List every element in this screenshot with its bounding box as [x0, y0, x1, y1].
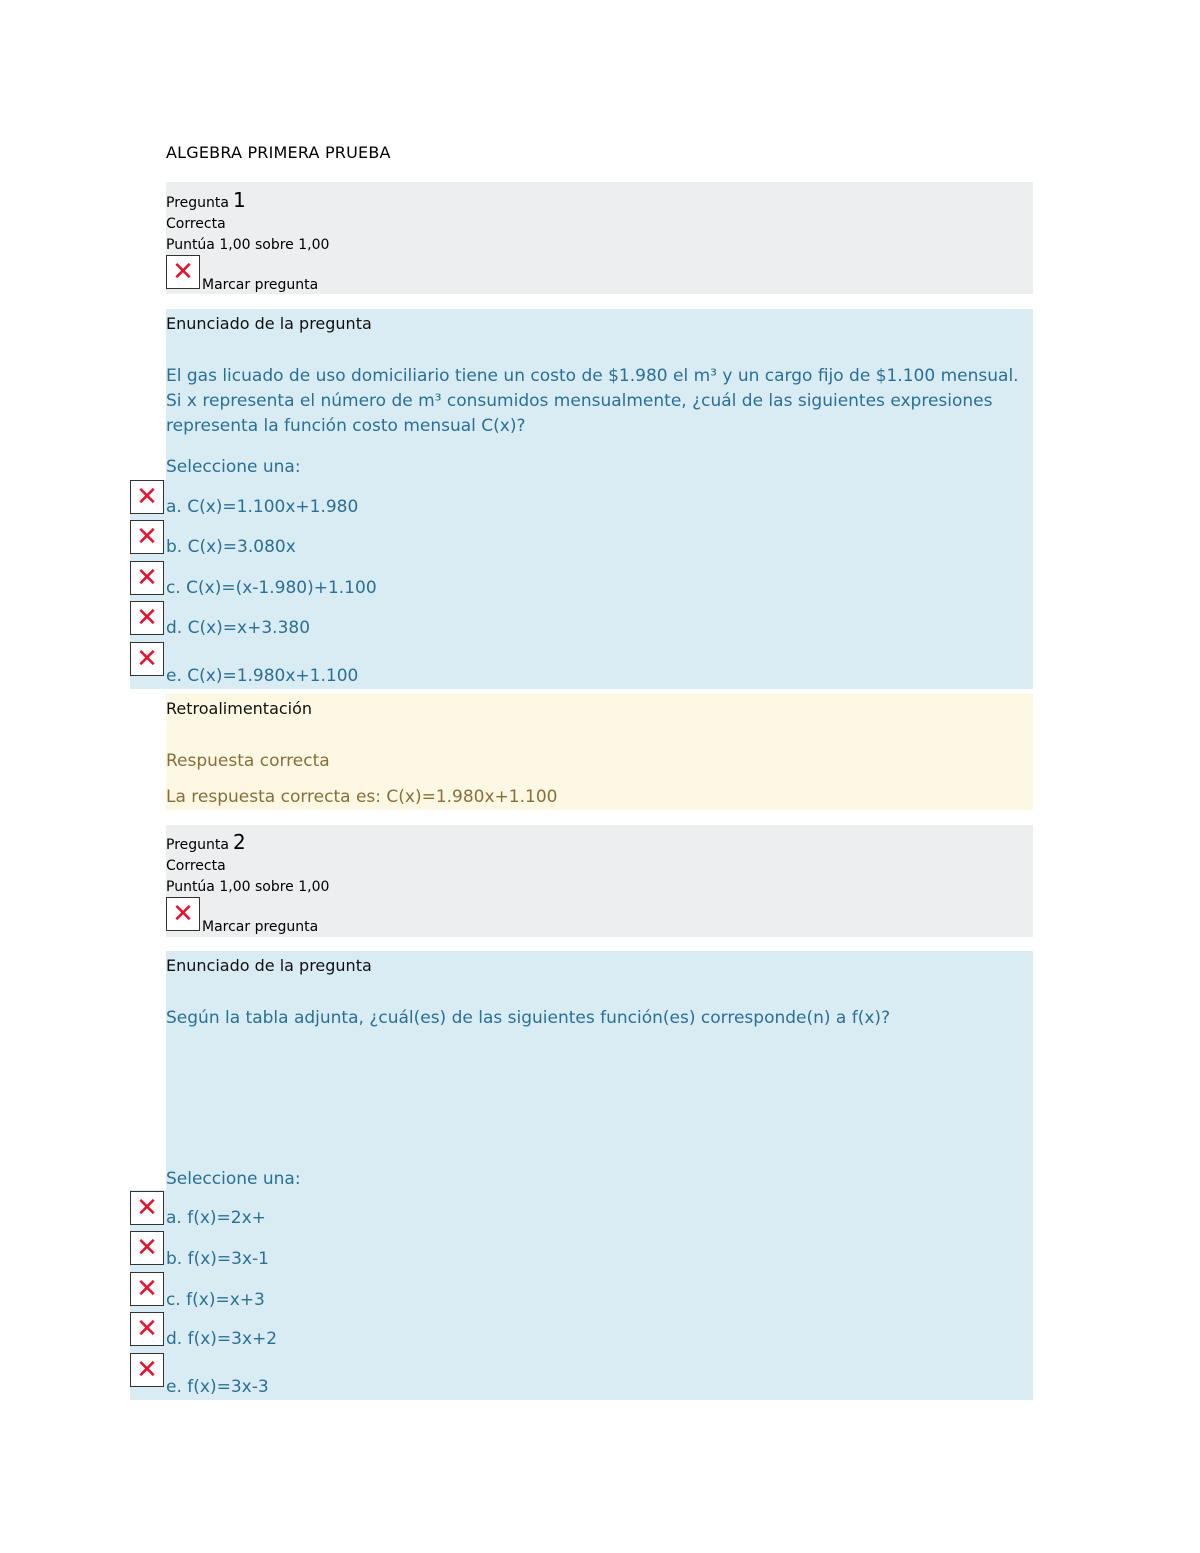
- option-d-radio[interactable]: [130, 1312, 164, 1346]
- option-e-label[interactable]: e. f(x)=3x-3: [166, 1377, 269, 1397]
- red-x-icon: ✕: [136, 1193, 158, 1223]
- flag-question-icon[interactable]: [166, 255, 200, 289]
- red-x-icon: ✕: [136, 563, 158, 593]
- red-x-icon: ✕: [136, 603, 158, 633]
- feedback-result: Respuesta correcta: [166, 751, 330, 771]
- question-status: Correcta: [166, 858, 226, 874]
- question-label: Pregunta: [166, 195, 229, 211]
- select-one-label: Seleccione una:: [166, 1169, 301, 1189]
- question-number: 1: [232, 188, 246, 212]
- red-x-icon: ✕: [136, 1355, 158, 1385]
- option-e-radio[interactable]: [130, 1353, 164, 1387]
- red-x-icon: ✕: [136, 1314, 158, 1344]
- prompt-heading: Enunciado de la pregunta: [166, 956, 372, 975]
- question-text-line-3: representa la función costo mensual C(x)?: [166, 416, 526, 436]
- prompt-heading: Enunciado de la pregunta: [166, 314, 372, 333]
- option-a-label[interactable]: a. C(x)=1.100x+1.980: [166, 497, 359, 517]
- question-text-line-1: El gas licuado de uso domiciliario tiene un costo de $1.980 el m³ y un cargo fijo de $1.100 mensual.: [166, 366, 1019, 386]
- option-a-label[interactable]: a. f(x)=2x+: [166, 1208, 266, 1228]
- red-x-icon: ✕: [136, 482, 158, 512]
- feedback-heading: Retroalimentación: [166, 699, 313, 718]
- question-text-line-1: Según la tabla adjunta, ¿cuál(es) de las siguientes función(es) corresponde(n) a f(x)?: [166, 1008, 891, 1028]
- question-score: Puntúa 1,00 sobre 1,00: [166, 237, 330, 253]
- question-1-header: [166, 188, 246, 212]
- red-x-icon: ✕: [172, 257, 194, 287]
- option-d-label[interactable]: d. f(x)=3x+2: [166, 1329, 278, 1349]
- red-x-icon: ✕: [136, 644, 158, 674]
- question-text-line-2: Si x representa el número de m³ consumidos mensualmente, ¿cuál de las siguientes expresiones: [166, 391, 993, 411]
- option-a-radio[interactable]: [130, 1191, 164, 1225]
- option-b-label[interactable]: b. C(x)=3.080x: [166, 537, 296, 557]
- flag-question-link[interactable]: Marcar pregunta: [202, 277, 319, 293]
- option-e-label[interactable]: e. C(x)=1.980x+1.100: [166, 666, 359, 686]
- option-c-radio[interactable]: [130, 1272, 164, 1306]
- question-number: 2: [232, 830, 246, 854]
- red-x-icon: ✕: [136, 522, 158, 552]
- question-label: Pregunta: [166, 837, 229, 853]
- option-d-radio[interactable]: [130, 601, 164, 635]
- option-b-radio[interactable]: [130, 1231, 164, 1265]
- red-x-icon: ✕: [136, 1233, 158, 1263]
- option-b-radio[interactable]: [130, 520, 164, 554]
- question-2-header: [166, 830, 246, 854]
- select-one-label: Seleccione una:: [166, 457, 301, 477]
- option-c-label[interactable]: c. C(x)=(x-1.980)+1.100: [166, 578, 377, 598]
- option-e-radio[interactable]: [130, 642, 164, 676]
- question-score: Puntúa 1,00 sobre 1,00: [166, 879, 330, 895]
- flag-question-link[interactable]: Marcar pregunta: [202, 919, 319, 935]
- red-x-icon: ✕: [136, 1274, 158, 1304]
- red-x-icon: ✕: [172, 899, 194, 929]
- option-c-label[interactable]: c. f(x)=x+3: [166, 1290, 265, 1310]
- flag-question-icon[interactable]: [166, 897, 200, 931]
- option-d-label[interactable]: d. C(x)=x+3.380: [166, 618, 311, 638]
- option-b-label[interactable]: b. f(x)=3x-1: [166, 1249, 269, 1269]
- option-a-radio[interactable]: [130, 480, 164, 514]
- question-status: Correcta: [166, 216, 226, 232]
- document-title: ALGEBRA PRIMERA PRUEBA: [166, 143, 391, 162]
- option-c-radio[interactable]: [130, 561, 164, 595]
- feedback-correct-answer: La respuesta correcta es: C(x)=1.980x+1.100: [166, 787, 558, 807]
